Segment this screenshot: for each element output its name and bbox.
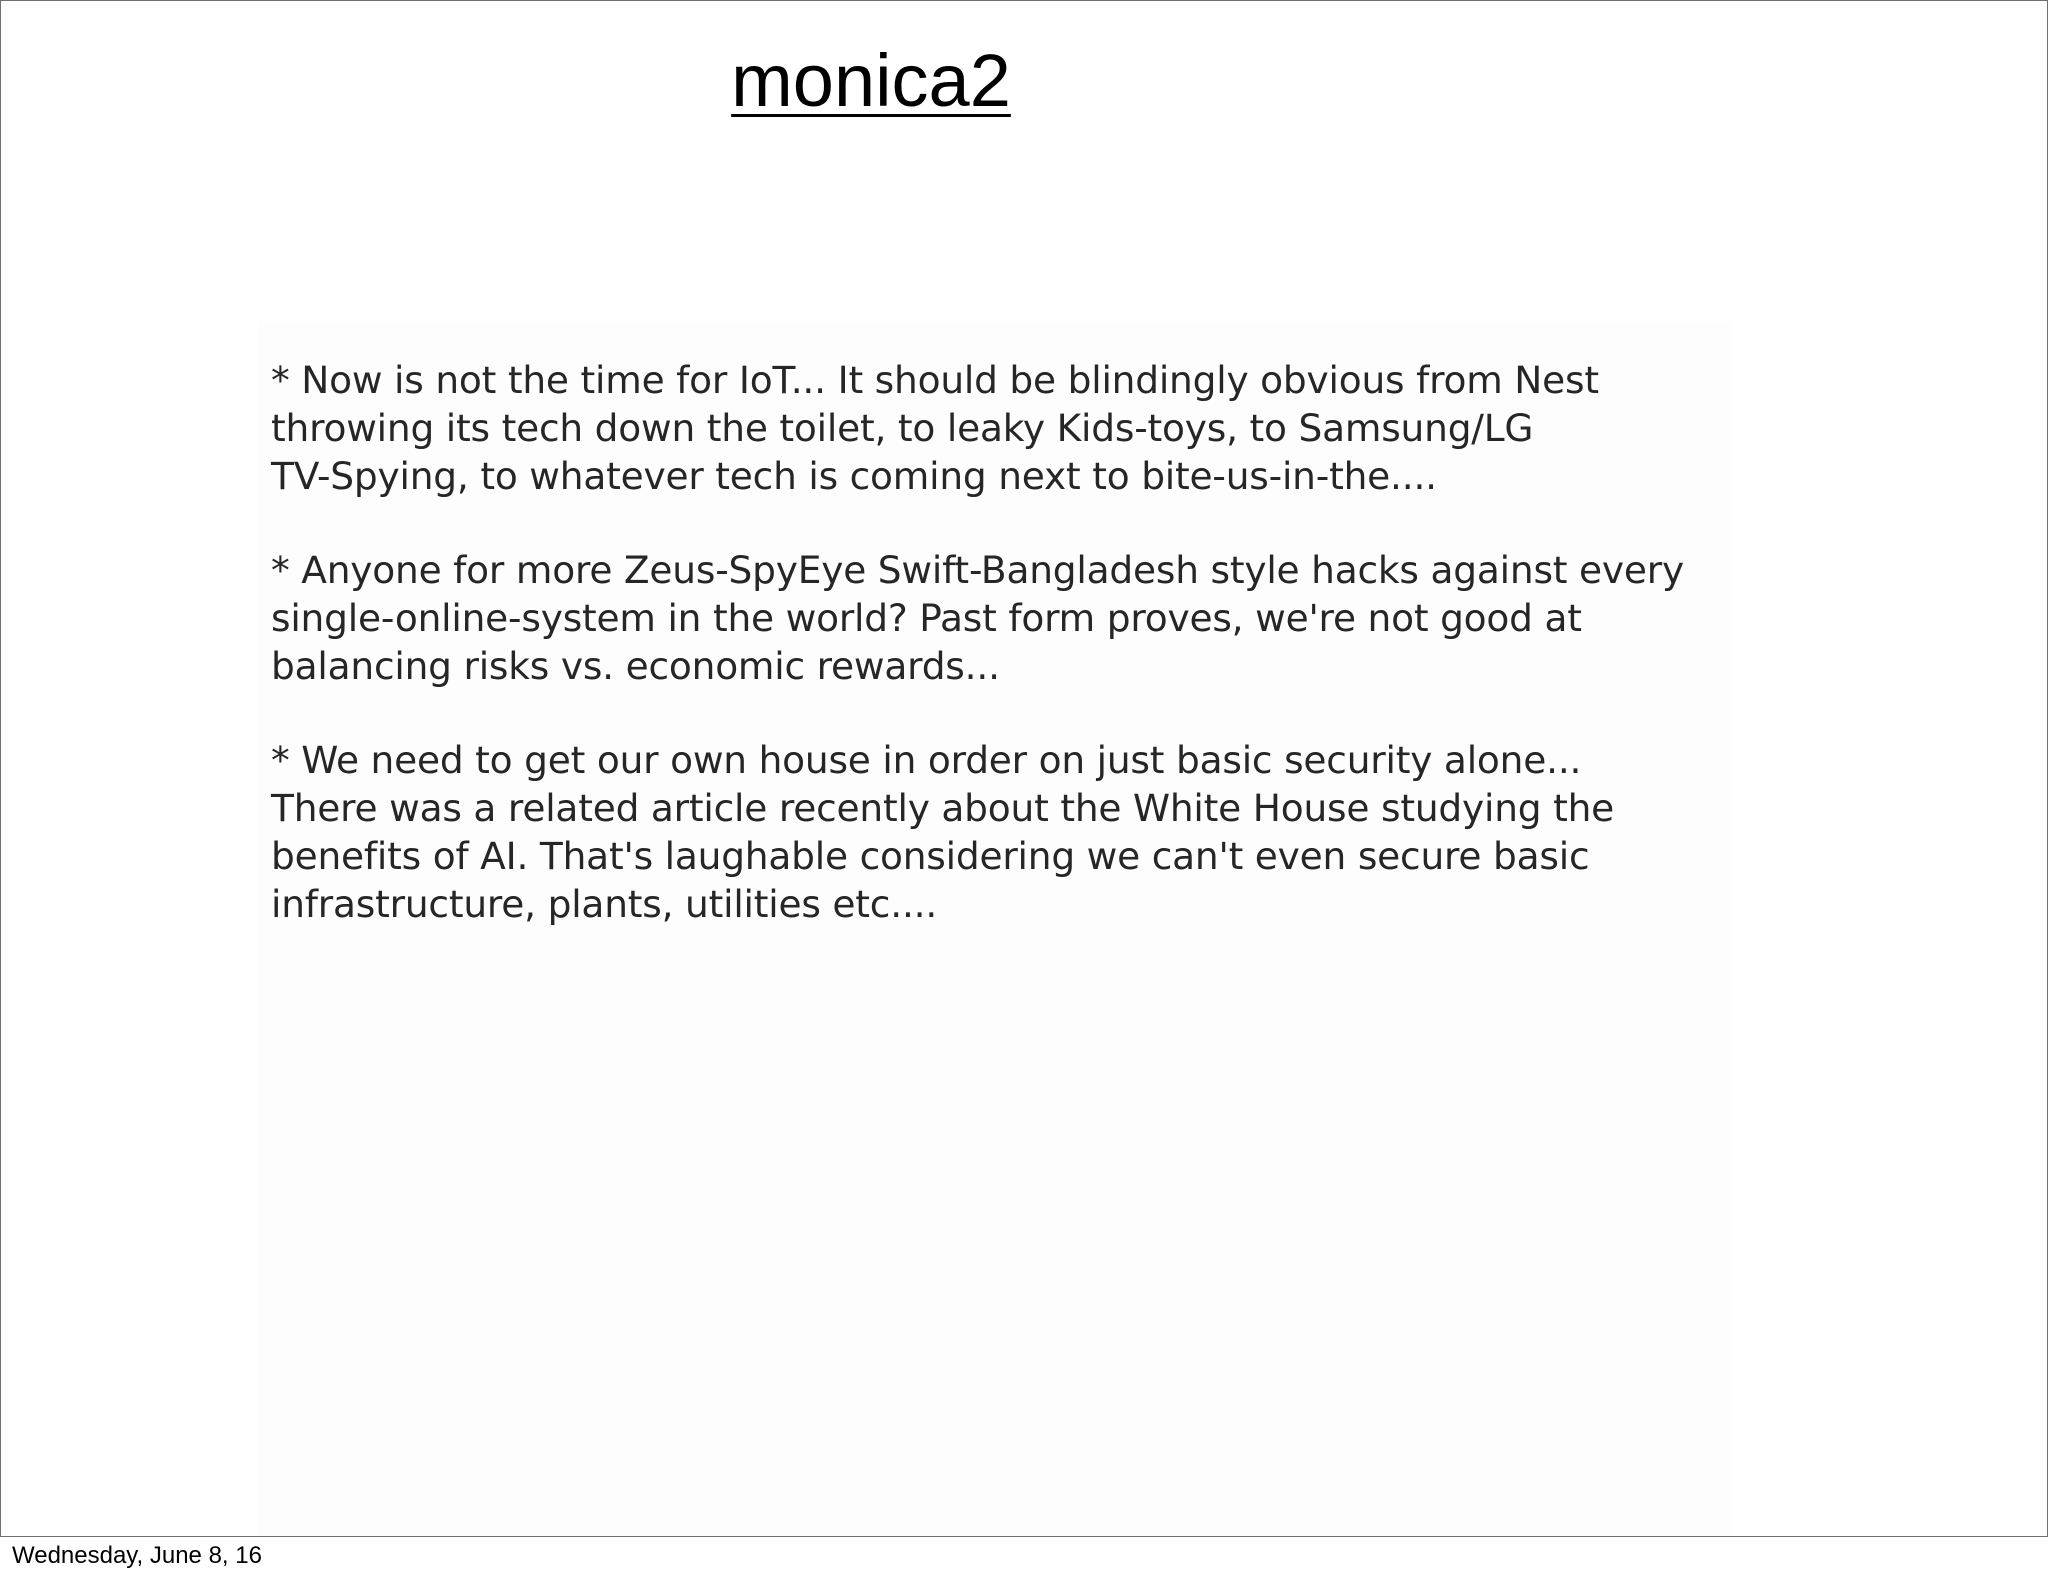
bullet-hacks	[271, 546, 1721, 690]
bullet-line: single-online-system in the world? Past form proves, we're not good at	[271, 596, 1582, 640]
bullet-line: infrastructure, plants, utilities etc....	[271, 882, 938, 926]
bullet-line: benefits of AI. That's laughable considering we can't even secure basic	[271, 834, 1590, 878]
footer-date: Wednesday, June 8, 16	[12, 1542, 262, 1569]
bullet-line: TV-Spying, to whatever tech is coming next to bite-us-in-the....	[271, 454, 1437, 498]
bullet-list	[271, 356, 1721, 974]
bullet-line: * Anyone for more Zeus-SpyEye Swift-Bangladesh style hacks against every	[271, 548, 1684, 592]
bullet-line: There was a related article recently about the White House studying the	[271, 786, 1615, 830]
bullet-line: balancing risks vs. economic rewards...	[271, 644, 1000, 688]
slide-title: monica2	[731, 39, 1011, 122]
bullet-line: * We need to get our own house in order on just basic security alone...	[271, 738, 1582, 782]
bullet-iot	[271, 356, 1721, 500]
bullet-line: * Now is not the time for IoT... It should be blindingly obvious from Nest	[271, 358, 1599, 402]
bullet-security	[271, 736, 1721, 928]
bullet-line: throwing its tech down the toilet, to leaky Kids-toys, to Samsung/LG	[271, 406, 1534, 450]
